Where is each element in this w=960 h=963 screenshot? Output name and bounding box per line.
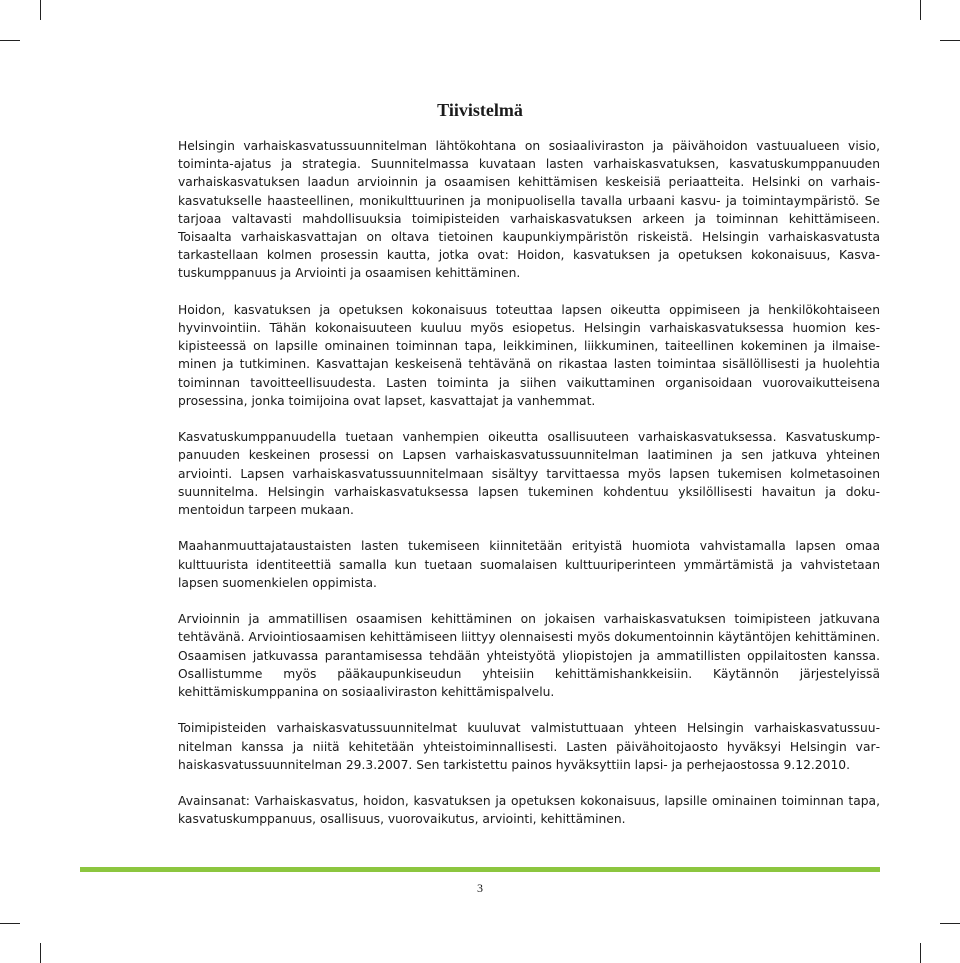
crop-mark-top-left-horizontal	[0, 40, 20, 41]
paragraph-keywords: Avainsanat: Varhaiskasvatus, hoidon, kasvatuksen ja opetuksen kokonaisuus, lapsille ominainen toiminnan tapa, kasvatuskumppanuus, osallisuus, vuorovaikutus, arviointi, kehittäminen.	[178, 794, 880, 827]
paragraph-evaluation: Arvioinnin ja ammatillisen osaamisen kehittäminen on jokaisen varhaiskasvatuksen toimipisteen jatkuvana tehtävänä. Arviointiosaamisen kehittämiseen liittyy olennaisesti myös dokumentoinnin käytäntöjen kehittäminen. Osaamisen jatkuvassa parantamisessa tehdään yhteistyötä yliopistojen ja ammatillisten oppilaitosten kanssa. Osallistumme myös pääkaupunkiseudun yhteisiin kehittämishankkeisiin. Käytännön järjestelyissä kehittämiskumppanina on sosiaaliviraston kehittämispalvelu.	[178, 612, 880, 700]
page-number: 3	[477, 881, 483, 895]
paragraph-immigrant-support: Maahanmuuttajataustaisten lasten tukemiseen kiinnitetään erityistä huomiota vahvistamalla lapsen omaa kulttuurista identiteettiä samalla kun tuetaan suomalaisen kulttuuriperinteen ymmärtämistä ja vahvistetaan lapsen suomenkielen oppimista.	[178, 539, 880, 590]
abstract-body	[178, 137, 880, 847]
crop-mark-bottom-left-vertical	[40, 943, 41, 963]
crop-mark-bottom-right-vertical	[920, 943, 921, 963]
paragraph-intro: Helsingin varhaiskasvatussuunnitelman lähtökohtana on sosiaaliviraston ja päivähoidon vastuualueen visio, toiminta-ajatus ja strategia. Suunnitelmassa kuvataan lasten varhaiskasvatuksen, kasvatuskumppanuuden varhaiskasvatuksen laadun arvioinnin ja osaamisen kehittämisen keskeisiä periaatteita. Helsinki on varhaiskasvatukselle haasteellinen, monikulttuurinen ja monipuolisella tavalla urbaani kasvu- ja toimintaympäristö. Se tarjoaa valtavasti mahdollisuuksia toimipisteiden varhaiskasvatuksen arkeen ja toiminnan kehittämiseen. Toisaalta varhaiskasvattajan on oltava tietoinen kaupunkiympäristön riskeistä. Helsingin varhaiskasvatusta tarkastellaan kolmen prosessin kautta, jotka ovat: Hoidon, kasvatuksen ja opetuksen kokonaisuus, Kasvatuskumppanuus ja Arviointi ja osaamisen kehittäminen.	[178, 139, 880, 281]
paragraph-care-education: Hoidon, kasvatuksen ja opetuksen kokonaisuus toteuttaa lapsen oikeutta oppimiseen ja henkilökohtaiseen hyvinvointiin. Tähän kokonaisuuteen kuuluu myös esiopetus. Helsingin varhaiskasvatuksessa huomion keskipisteessä on lapsille ominainen toiminnan tapa, leikkiminen, liikkuminen, taiteellinen kokeminen ja ilmaiseminen ja tutkiminen. Kasvattajan keskeisenä tehtävänä on rikastaa lasten toimintaa sisällöllisesti ja huolehtia toiminnan tavoitteellisuudesta. Lasten toiminta ja siihen vaikuttaminen organisoidaan vuorovaikutteisena prosessina, jonka toimijoina ovat lapset, kasvattajat ja vanhemmat.	[178, 302, 880, 408]
crop-mark-top-right-vertical	[920, 0, 921, 20]
paragraph-unit-plans: Toimipisteiden varhaiskasvatussuunnitelmat kuuluvat valmistuttuaan yhteen Helsingin varhaiskasvatussuunitelman kanssa ja niitä kehitetään yhteistoiminnallisesti. Lasten päivähoitojaosto hyväksyi Helsingin varhaiskasvatussuunnitelman 29.3.2007. Sen tarkistettu painos hyväksyttiin lapsi- ja perhejaostossa 9.12.2010.	[178, 721, 880, 772]
crop-mark-top-left-vertical	[40, 0, 41, 20]
page-title: Tiivistelmä	[437, 100, 523, 120]
crop-mark-top-right-horizontal	[940, 40, 960, 41]
footer-accent-rule	[80, 867, 880, 872]
paragraph-partnership: Kasvatuskumppanuudella tuetaan vanhempien oikeutta osallisuuteen varhaiskasvatuksessa. Kasvatuskumppanuuden keskeinen prosessi on Lapsen varhaiskasvatussuunnitelman laatiminen ja sen jatkuva yhteinen arviointi. Lapsen varhaiskasvatussuunnitelmaan sisältyy tarvittaessa myös lapsen tukemisen kolmetasoinen suunnitelma. Helsingin varhaiskasvatuksessa lapsen tukeminen kohdentuu yksilöllisesti havaitun ja dokumentoidun tarpeen mukaan.	[178, 430, 880, 518]
crop-mark-bottom-left-horizontal	[0, 923, 20, 924]
crop-mark-bottom-right-horizontal	[940, 923, 960, 924]
